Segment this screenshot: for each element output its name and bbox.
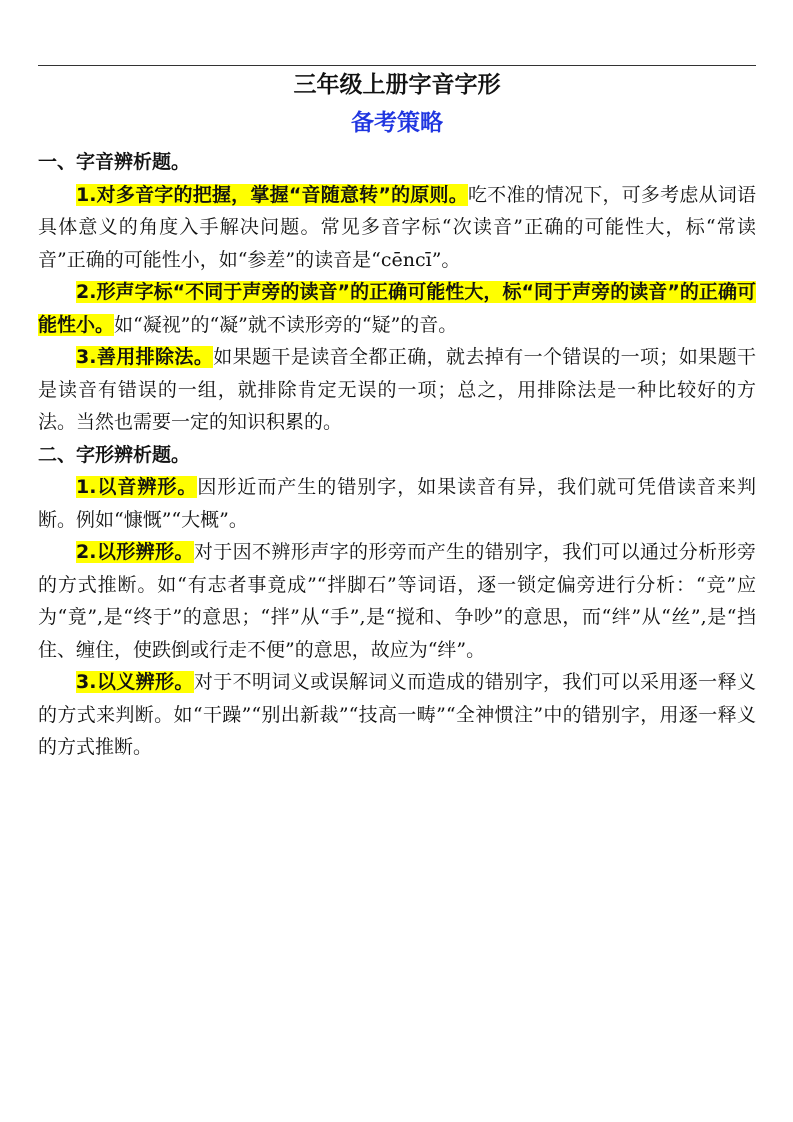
top-rule [38,65,756,66]
highlight-lead: 2.以形辨形。 [76,541,194,563]
paragraph-phonetic-compound [38,276,756,341]
highlight-lead: 3.以义辨形。 [76,671,194,693]
highlight-lead: 1.对多音字的把握，掌握“音随意转”的原则。 [76,183,468,206]
document-subtitle: 备考策略 [351,110,443,136]
paragraph-text: 对于不明词义或误解词义而造成的错别字，我们可以采用逐一释义的方式来判断。如“干躁”“别出新裁”“技高一畴”“全神惯注”中的错别字，用逐一释义的方式推断。 [38,671,756,758]
paragraph-by-shape [38,536,756,666]
section-heading-pronunciation: 一、字音辨析题。 [38,151,191,173]
highlight-lead: 1.以音辨形。 [76,476,198,498]
paragraph-elimination [38,341,756,439]
paragraph-by-sound [38,471,756,536]
document-body [38,146,756,764]
paragraph-text: 吃不准的情况下，可多考虑从词语具体意义的角度入手解决问题。常见多音字标“次读音”正确的可能性大，标“常读音”正确的可能性小，如“参差”的读音是“cēncī”。 [38,183,756,271]
paragraph-polyphone [38,179,756,277]
paragraph-text: 因形近而产生的错别字，如果读音有异，我们就可凭借读音来判断。例如“慷慨”“大概”。 [38,476,756,531]
paragraph-text: 如“凝视”的“凝”就不读形旁的“疑”的音。 [114,313,458,336]
highlight-lead: 3.善用排除法。 [76,346,214,368]
document-title: 三年级上册字音字形 [293,72,501,98]
section-heading-glyph: 二、字形辨析题。 [38,443,191,466]
highlight-lead: 2.形声字标“不同于声旁的读音”的正确可能性大，标“同于声旁的读音”的正确可能性小。 [38,281,756,336]
paragraph-text: 对于因不辨形声字的形旁而产生的错别字，我们可以通过分析形旁的方式推断。如“有志者事竟成”“拌脚石”等词语，逐一锁定偏旁进行分析：“竞”应为“竟”,是“终于”的意思；“拌”从“手”,是“搅和、争吵”的意思，而“绊”从“丝”,是“挡住、缠住，使跌倒或行走不便”的意思，故应为“绊”。 [38,541,756,661]
paragraph-by-meaning [38,666,756,764]
paragraph-text: 如果题干是读音全都正确，就去掉有一个错误的一项；如果题干是读音有错误的一组，就排除肯定无误的一项；总之，用排除法是一种比较好的方法。当然也需要一定的知识积累的。 [38,346,756,433]
